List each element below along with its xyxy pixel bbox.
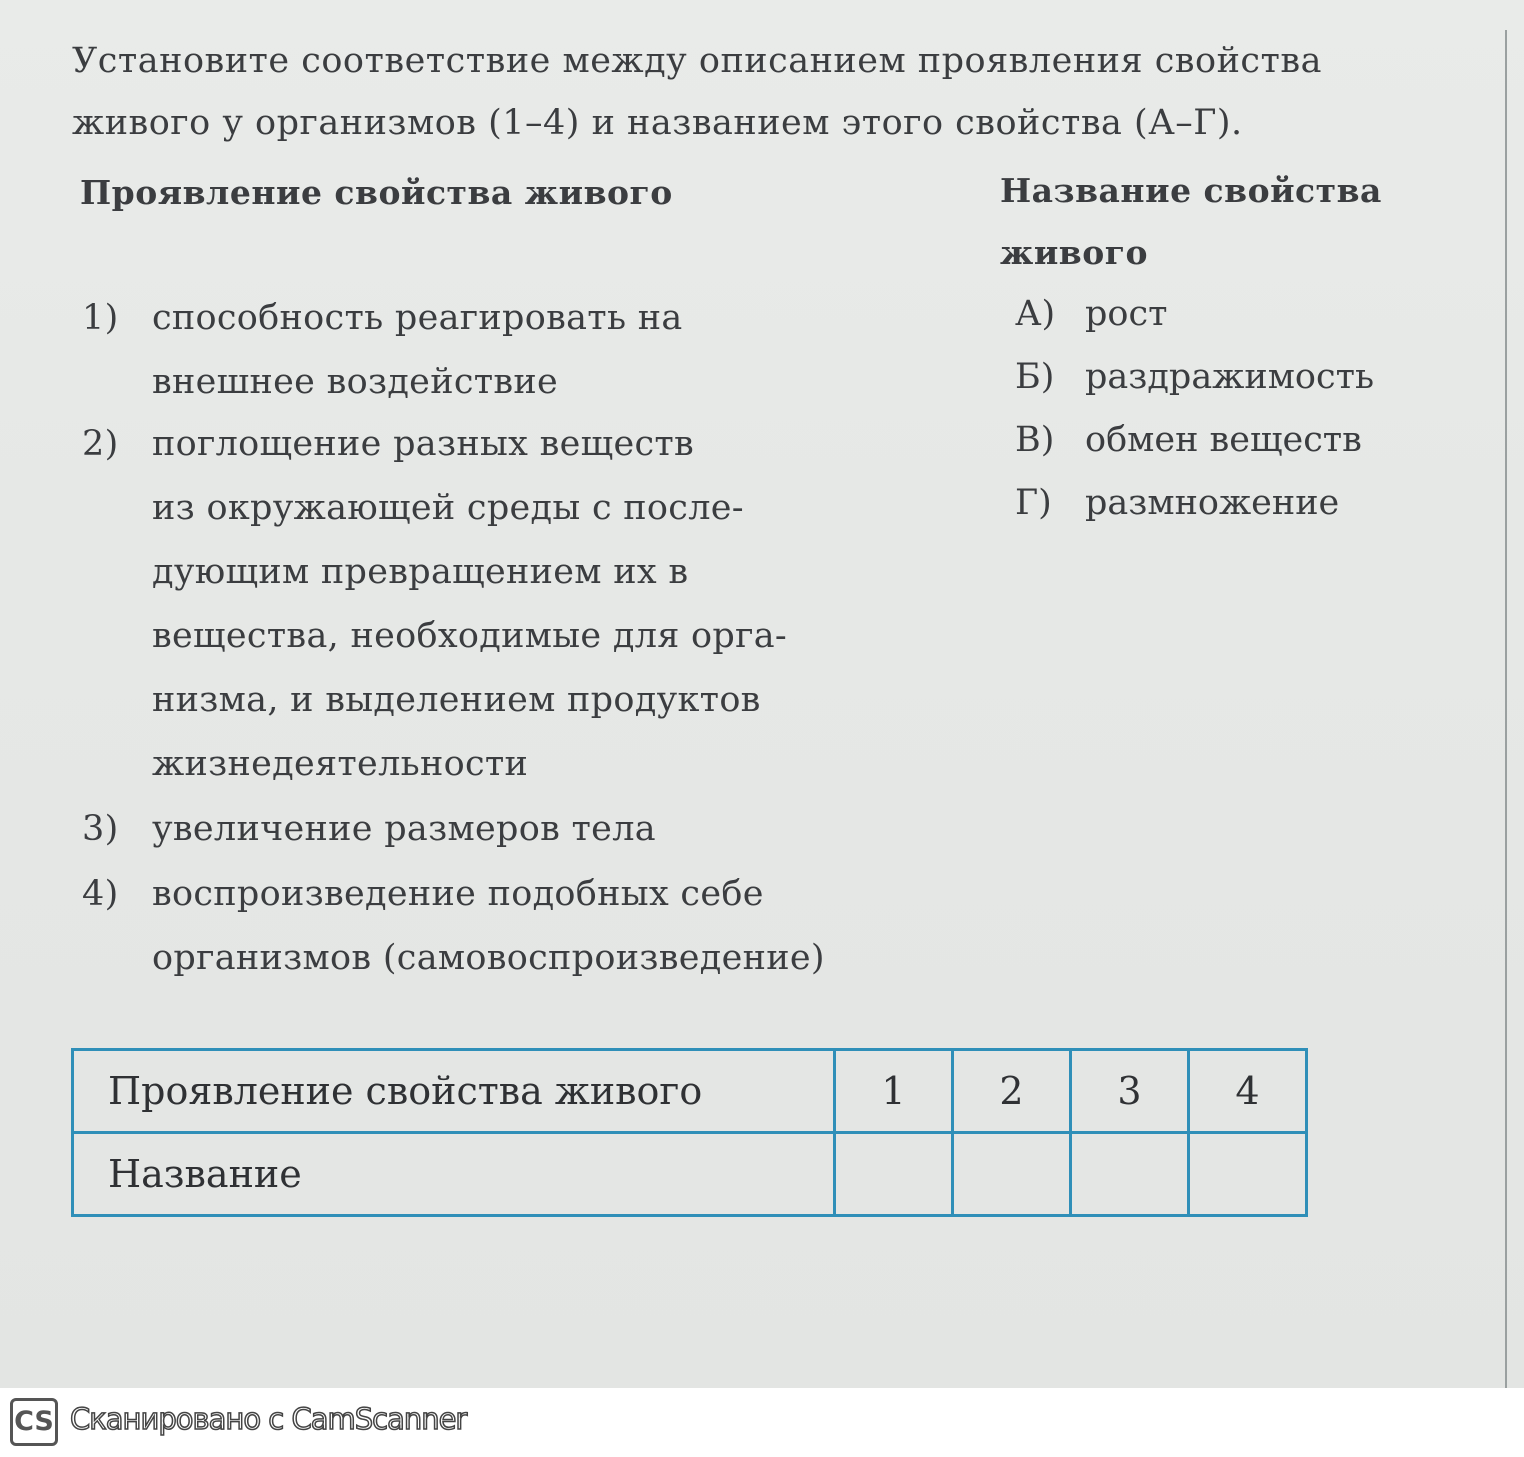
table-column-header: 3 — [1071, 1050, 1189, 1133]
task-instruction-line-1: Установите соответствие между описанием проявления свойства — [72, 41, 1322, 81]
table-row — [73, 1133, 1307, 1216]
item-line: жизнедеятельности — [152, 744, 529, 784]
answer-cell[interactable] — [835, 1133, 953, 1216]
item-line: внешнее воздействие — [152, 362, 559, 402]
left-column-header: Проявление свойства живого — [80, 173, 673, 212]
right-column-header-line-2: живого — [1000, 233, 1148, 272]
task-instruction — [72, 30, 1502, 154]
table-row — [73, 1050, 1307, 1133]
option-text: раздражимость — [1085, 357, 1375, 397]
item-line: поглощение разных веществ — [152, 424, 695, 464]
answer-cell[interactable] — [1071, 1133, 1189, 1216]
item-line: низма, и выделением продуктов — [152, 680, 761, 720]
item-number: 2) — [82, 424, 119, 464]
option-text: рост — [1085, 294, 1168, 334]
right-column-header — [1000, 160, 1382, 284]
page-edge — [1505, 30, 1507, 1388]
item-line: увеличение размеров тела — [152, 809, 656, 849]
item-number: 4) — [82, 874, 119, 914]
item-number: 1) — [82, 298, 119, 338]
table-row-label: Проявление свойства живого — [73, 1050, 835, 1133]
option-text: обмен веществ — [1085, 420, 1362, 460]
answer-table — [71, 1048, 1308, 1217]
right-column-header-line-1: Название свойства — [1000, 171, 1382, 210]
item-line: способность реагировать на — [152, 298, 683, 338]
scanner-watermark: Сканировано с CamScanner — [70, 1402, 467, 1436]
item-line: организмов (самовоспроизведение) — [152, 938, 825, 978]
option-letter: Б) — [1015, 357, 1055, 397]
table-column-header: 1 — [835, 1050, 953, 1133]
item-number: 3) — [82, 809, 119, 849]
item-line: из окружающей среды с после- — [152, 488, 744, 528]
scanner-footer — [0, 1388, 1524, 1457]
option-a — [1015, 283, 1167, 345]
table-row-label: Название — [73, 1133, 835, 1216]
item-line: воспроизведение подобных себе — [152, 874, 764, 914]
item-line: дующим превращением их в — [152, 552, 689, 592]
answer-cell[interactable] — [953, 1133, 1071, 1216]
task-instruction-line-2: живого у организмов (1–4) и названием этого свойства (А–Г). — [72, 103, 1243, 143]
option-v — [1015, 409, 1362, 471]
item-line: вещества, необходимые для орга- — [152, 616, 788, 656]
option-g — [1015, 472, 1339, 534]
table-column-header: 4 — [1189, 1050, 1307, 1133]
option-letter: Г) — [1015, 483, 1052, 523]
option-text: размножение — [1085, 483, 1340, 523]
option-letter: В) — [1015, 420, 1055, 460]
option-b — [1015, 346, 1374, 408]
table-column-header: 2 — [953, 1050, 1071, 1133]
option-letter: А) — [1015, 294, 1056, 334]
camscanner-logo-icon: CS — [10, 1398, 58, 1446]
answer-cell[interactable] — [1189, 1133, 1307, 1216]
